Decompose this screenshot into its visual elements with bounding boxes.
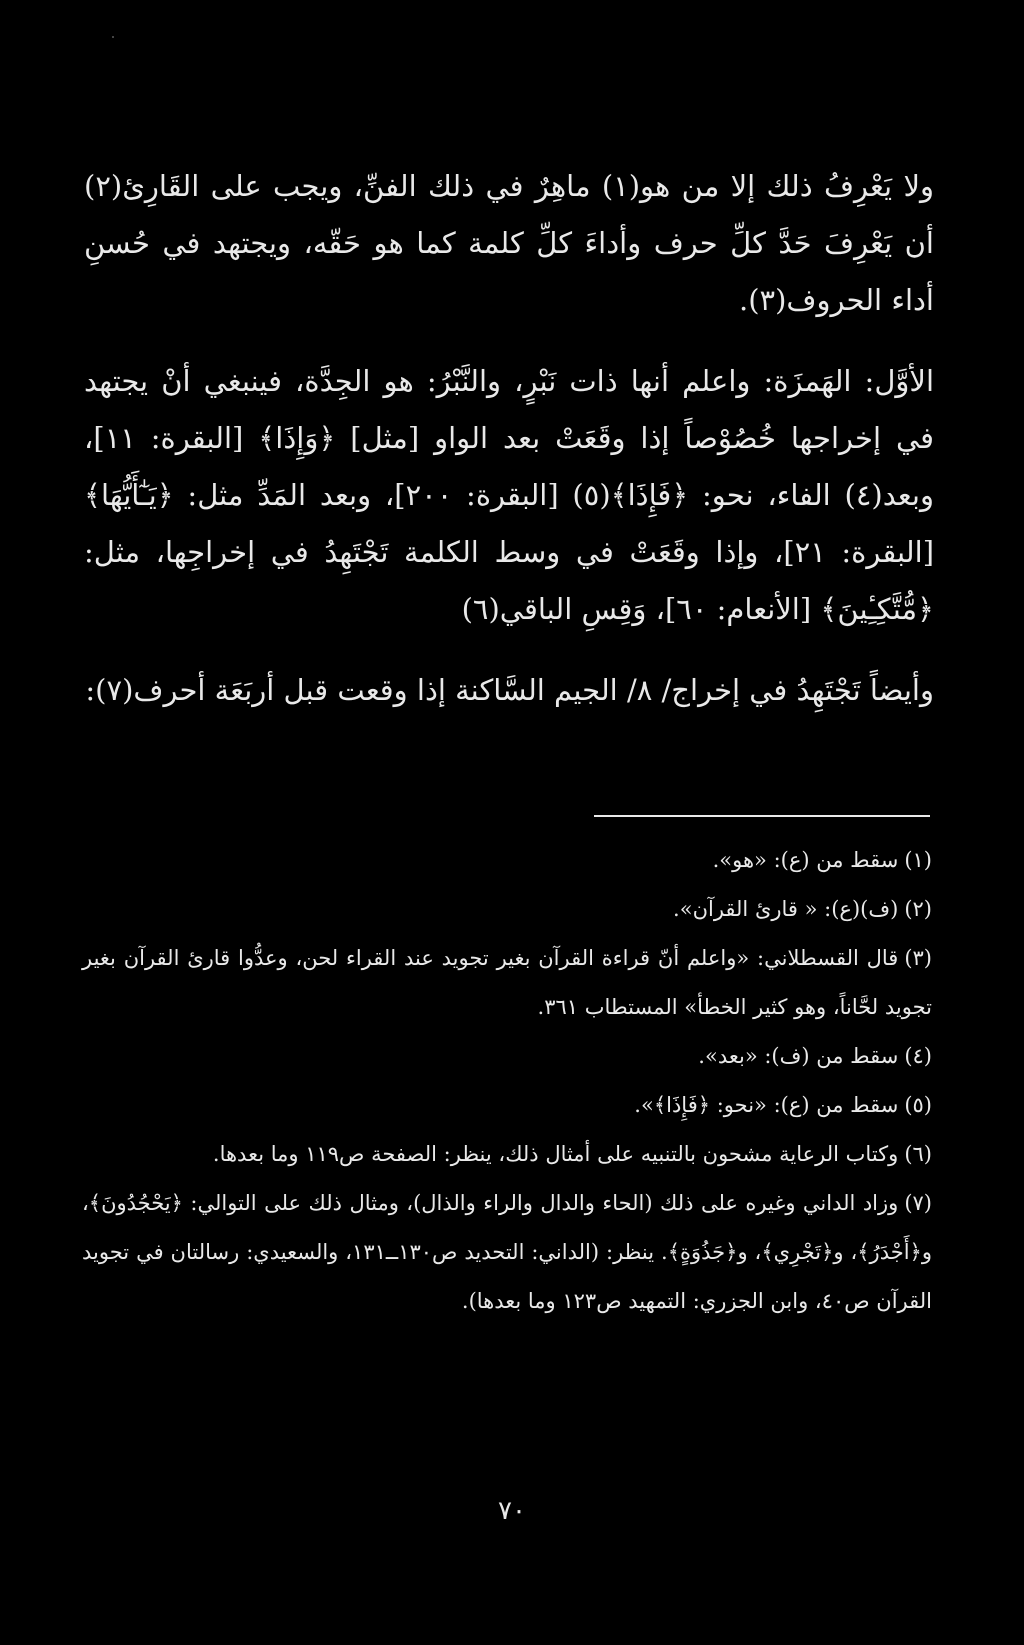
- footnote-text: وزاد الداني وغيره على ذلك (الحاء والدال والراء والذال)، ومثال ذلك على التوالي: ﴿يَحْجُدُونَ﴾، و﴿أَجْدَرُ﴾، و﴿تَجْرِي﴾، و﴿جَذُوَةٍ﴾. ينظر: (الداني: التحديد ص١٣٠ــ١٣١، والسعيدي: رسالتان في تجويد القرآن ص٤٠، وابن الجزري: التمهيد ص١٢٣ وما بعدها).: [82, 1191, 932, 1313]
- page-number: ٧٠: [498, 1496, 526, 1526]
- main-paragraph-3: وأيضاً تَجْتَهِدُ في إخراج/ ٨/ الجيم السَّاكنة إذا وقعت قبل أربَعَة أحرف(٧):: [85, 673, 934, 707]
- footnote-number: (٧): [904, 1191, 932, 1215]
- footnote-text: (ف)(ع): « قارئ القرآن».: [673, 897, 899, 921]
- footnote-7: [82, 1179, 932, 1326]
- footnote-6: [82, 1130, 932, 1179]
- footnote-text: قال القسطلاني: «واعلم أنّ قراءة القرآن بغير تجويد عند القراء لحن، وعدُّوا قارئ القرآن بغير تجويد لحَّاناً، وهو كثير الخطأ» المستطاب ٣٦١.: [82, 946, 932, 1019]
- footnote-separator: [594, 815, 930, 817]
- footnote-text: سقط من (ف): «بعد».: [698, 1044, 899, 1068]
- footnote-1: [82, 836, 932, 885]
- footnote-5: [82, 1081, 932, 1130]
- main-paragraph-2: الأوَّل: الهَمزَة: واعلم أنها ذات نَبْرٍ، والنَّبْرُ: هو الجِدَّة، فينبغي أنْ يجتهد في إخراجها خُصُوْصاً إذا وقَعَتْ بعد الواو [مثل] ﴿وَإِذَا﴾ [البقرة: ١١]، وبعد(٤) الفاء، نحو: ﴿فَإِذَا﴾(٥) [البقرة: ٢٠٠]، وبعد المَدِّ مثل: ﴿يَـٰٓأَيُّهَا﴾ [البقرة: ٢١]، وإذا وقَعَتْ في وسط الكلمة تَجْتَهِدُ في إخراجِها، مثل: ﴿مُّتَّكِـِٔينَ﴾ [الأنعام: ٦٠]، وَقِسِ الباقي(٦): [84, 364, 935, 626]
- footnote-number: (٦): [904, 1142, 932, 1166]
- footnote-text: وكتاب الرعاية مشحون بالتنبيه على أمثال ذلك، ينظر: الصفحة ص١١٩ وما بعدها.: [212, 1142, 899, 1166]
- footnote-number: (١): [904, 848, 932, 872]
- footnote-text: سقط من (ع): «هو».: [712, 848, 899, 872]
- footnote-number: (٤): [904, 1044, 932, 1068]
- footnotes: [82, 836, 932, 1326]
- footnote-2: [82, 885, 932, 934]
- footnote-number: (٢): [904, 897, 932, 921]
- footnote-text: سقط من (ع): «نحو: ﴿فَإِذَا﴾».: [634, 1093, 899, 1117]
- footnote-4: [82, 1032, 932, 1081]
- main-paragraph-1: ولا يَعْرِفُ ذلك إلا من هو(١) ماهِرٌ في ذلك الفنِّ، ويجب على القَارِئ(٢) أن يَعْرِفَ حَدَّ كلِّ حرف وأداءَ كلِّ كلمة كما هو حَقّه، ويجتهد في حُسنِ أداء الحروف(٣).: [84, 169, 934, 317]
- footnote-3: [82, 934, 932, 1032]
- footnote-number: (٥): [904, 1093, 932, 1117]
- scan-speck: [112, 36, 114, 38]
- footnote-number: (٣): [904, 946, 932, 970]
- main-text: [84, 158, 934, 743]
